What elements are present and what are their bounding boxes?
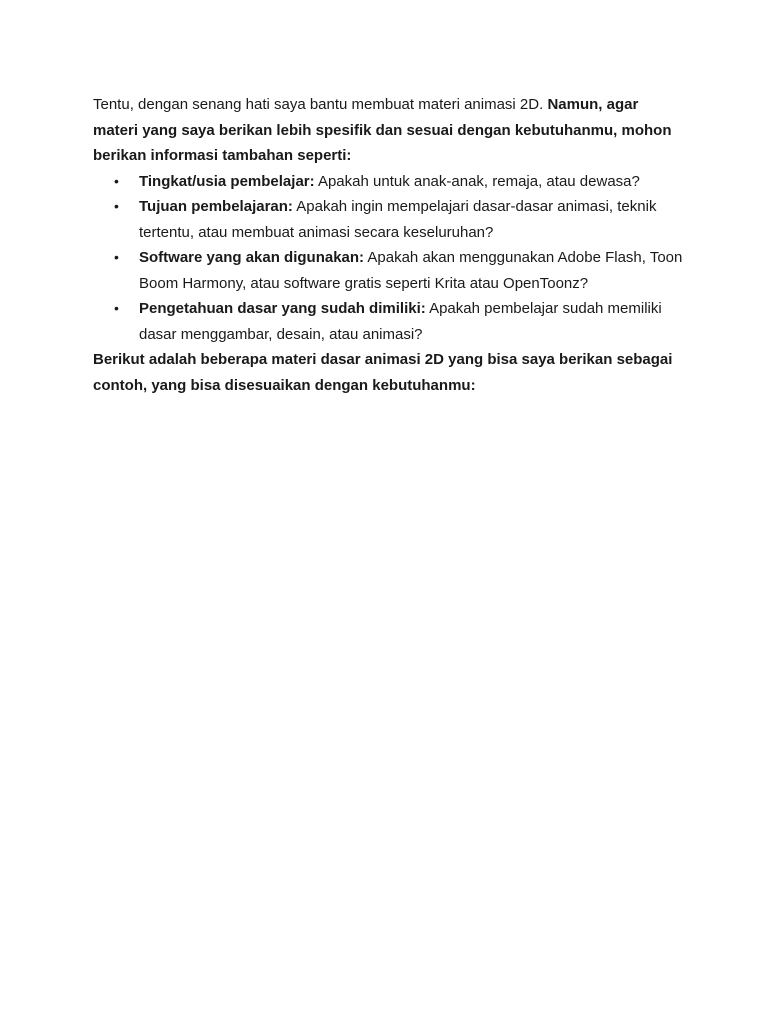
document-page [93,92,683,398]
intro-bold-text: Namun, agar materi yang saya berikan lebih spesifik dan sesuai dengan kebutuhanmu, mohon berikan informasi tambahan seperti: [93,96,672,164]
info-request-list [93,169,683,348]
list-item [93,194,683,245]
list-item-label: Software yang akan digunakan: [139,249,365,266]
list-item [93,169,683,195]
list-item-text: Apakah pembelajar sudah memiliki dasar menggambar, desain, atau animasi? [139,300,662,343]
list-item-label: Pengetahuan dasar yang sudah dimiliki: [139,300,426,317]
closing-paragraph [93,347,683,398]
bullet-icon: • [114,172,119,189]
list-item-label: Tujuan pembelajaran: [139,198,293,215]
bullet-icon: • [114,249,119,265]
intro-plain-text: Tentu, dengan senang hati saya bantu membuat materi animasi 2D. [93,96,548,113]
bullet-icon: • [114,198,119,214]
list-item-text: Apakah untuk anak-anak, remaja, atau dewasa? [314,172,640,190]
list-item-text: Apakah ingin mempelajari dasar-dasar animasi, teknik tertentu, atau membuat animasi secara keseluruhan? [139,198,657,241]
list-item-text: Apakah akan menggunakan Adobe Flash, Toon Boom Harmony, atau software gratis seperti Krita atau OpenToonz? [139,249,683,292]
intro-paragraph [93,92,683,169]
bullet-icon: • [114,300,119,316]
closing-bold-text: Berikut adalah beberapa materi dasar animasi 2D yang bisa saya berikan sebagai contoh, yang bisa disesuaikan dengan kebutuhanmu: [93,351,673,394]
list-item [93,245,683,296]
list-item-label: Tingkat/usia pembelajar: [139,172,315,190]
list-item [93,296,683,347]
